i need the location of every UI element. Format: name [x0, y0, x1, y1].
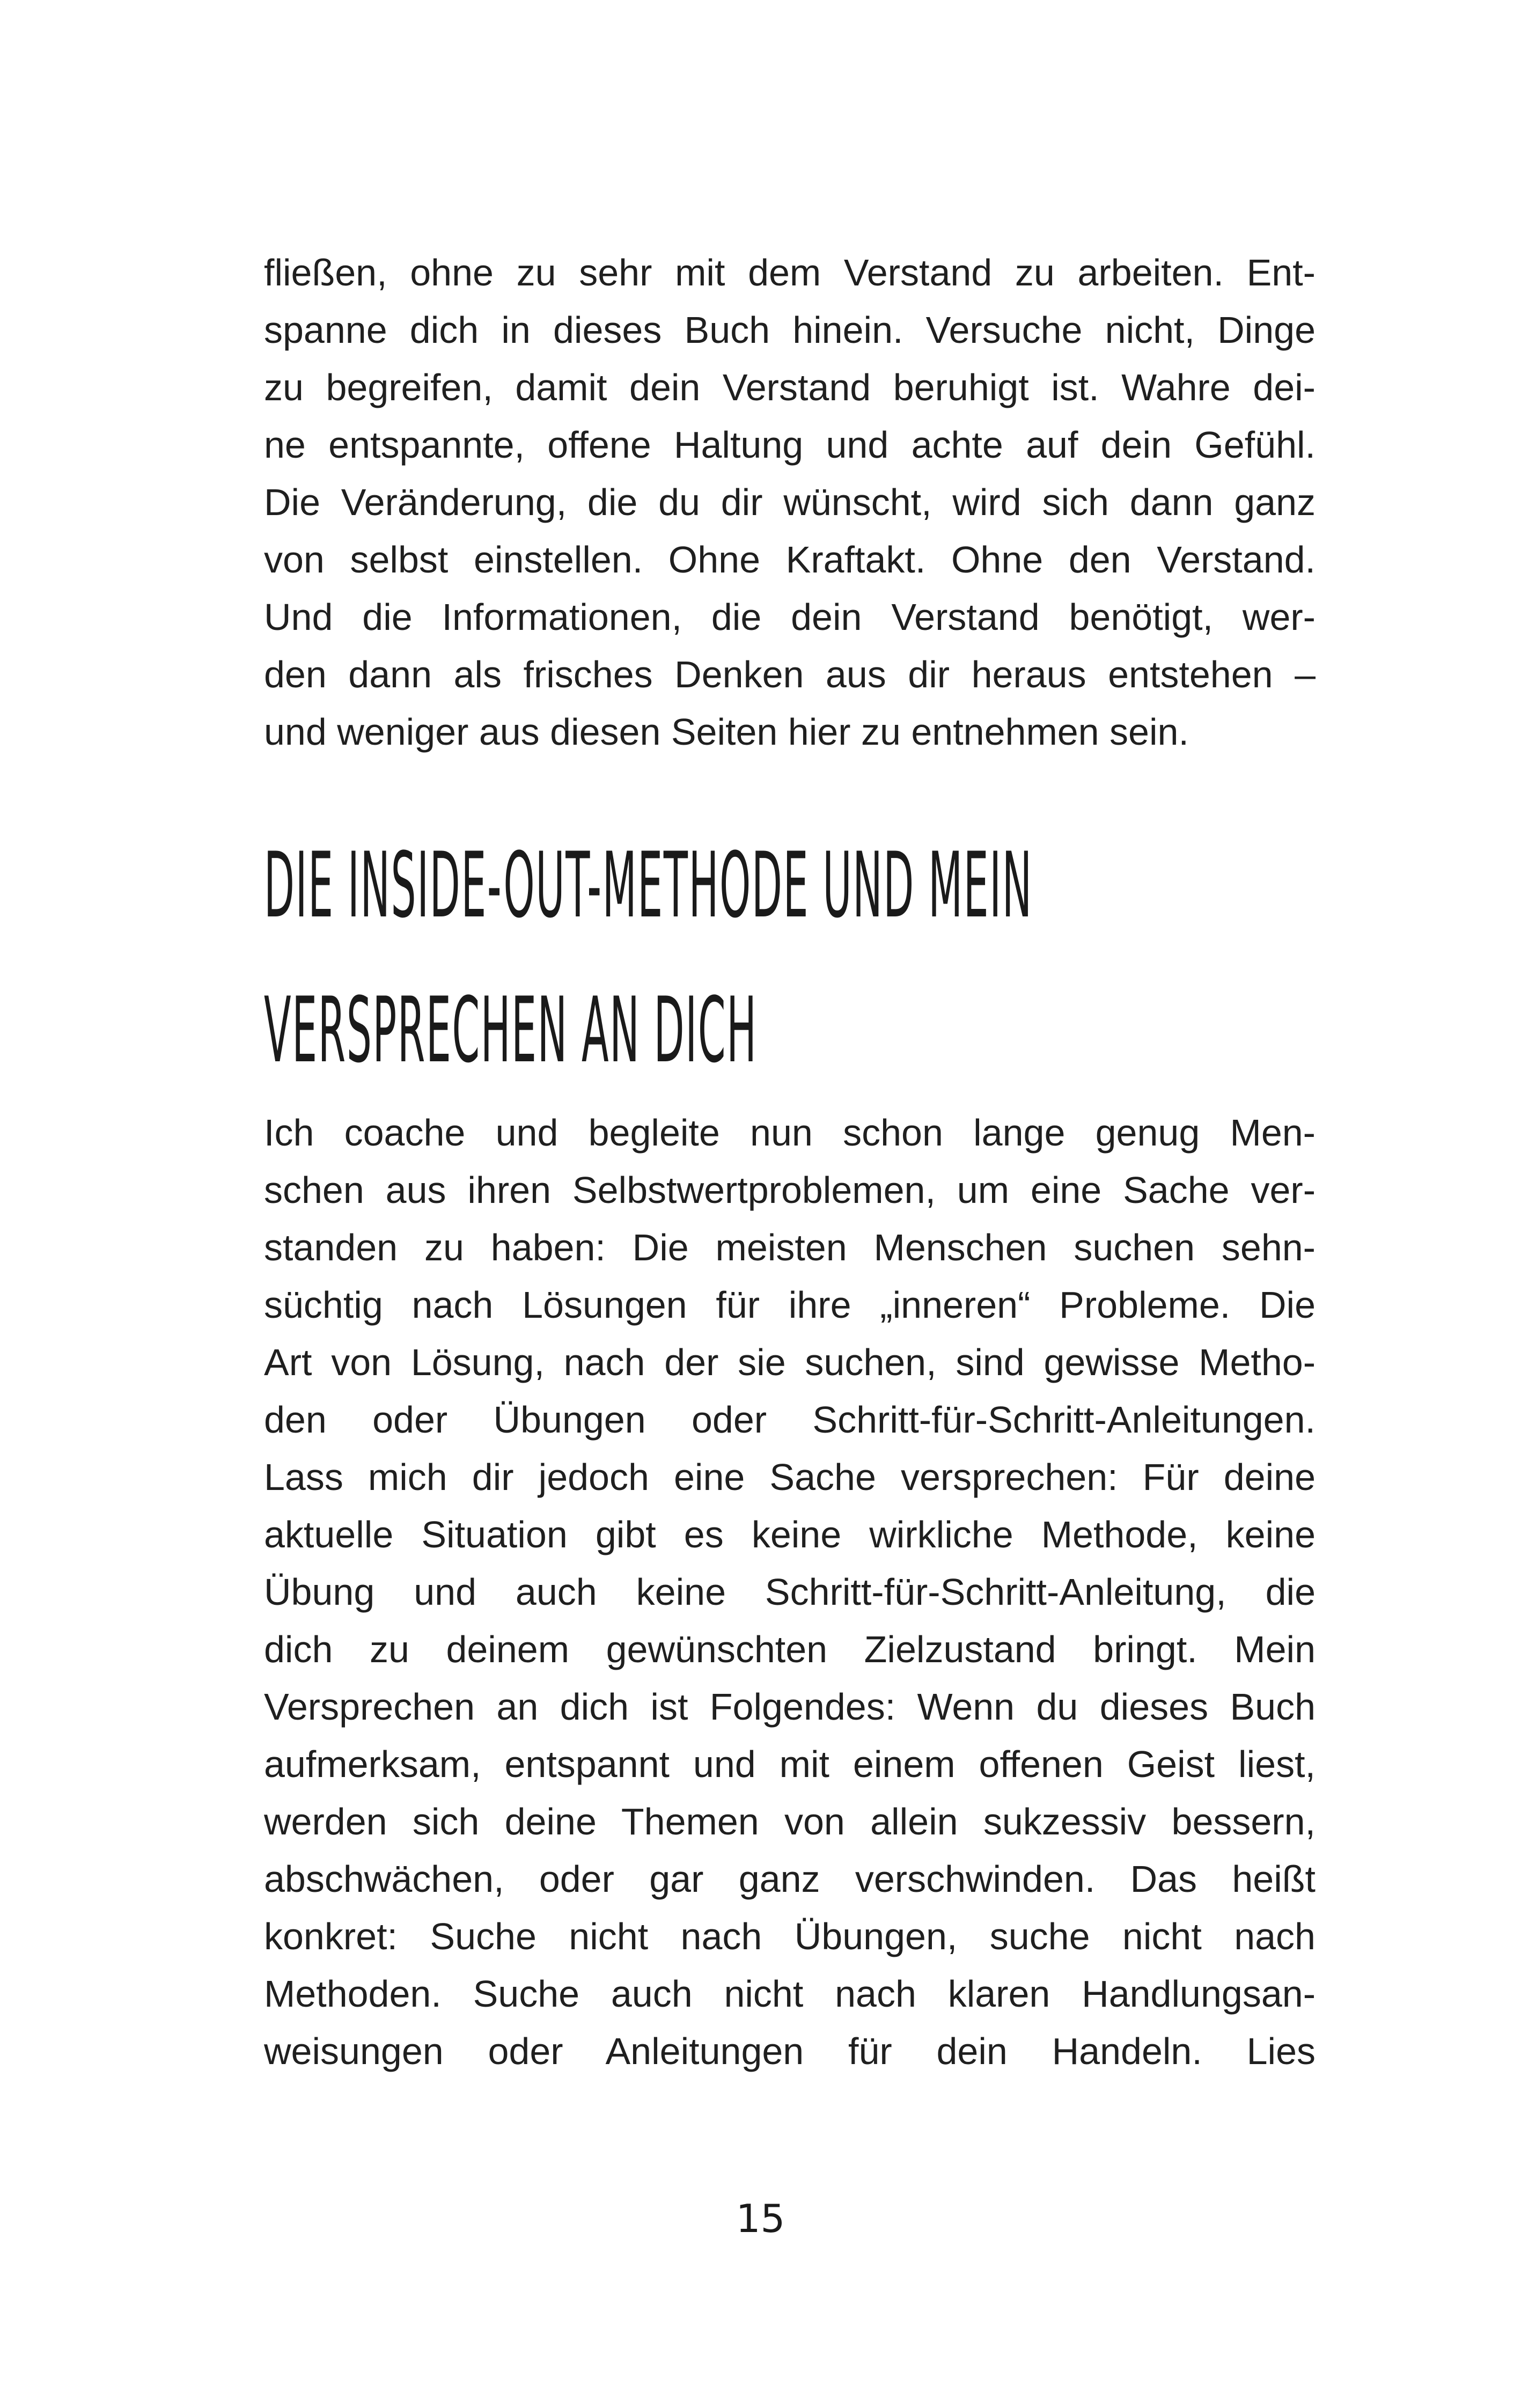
- text-line: zu begreifen, damit dein Verstand beruhigt ist. Wahre dei-: [264, 366, 1316, 408]
- text-line: weisungen oder Anleitungen für dein Handeln. Lies: [264, 2030, 1316, 2072]
- text-line: abschwächen, oder gar ganz verschwinden. Das heißt: [264, 1858, 1316, 1900]
- text-line: dich zu deinem gewünschten Zielzustand bringt. Mein: [264, 1628, 1316, 1670]
- paragraph-bottom: [264, 1104, 1316, 2080]
- text-line: von selbst einstellen. Ohne Kraftakt. Ohne den Verstand.: [264, 539, 1316, 581]
- text-line: Lass mich dir jedoch eine Sache versprechen: Für deine: [264, 1456, 1316, 1498]
- heading-line: VERSPRECHEN AN DICH: [264, 978, 758, 1083]
- text-line: Art von Lösung, nach der sie suchen, sind gewisse Metho-: [264, 1341, 1316, 1383]
- text-line: und weniger aus diesen Seiten hier zu entnehmen sein.: [264, 711, 1189, 753]
- text-line: werden sich deine Themen von allein sukzessiv bessern,: [264, 1801, 1316, 1842]
- paragraph-top: [264, 244, 1316, 761]
- text-line: standen zu haben: Die meisten Menschen suchen sehn-: [264, 1227, 1316, 1268]
- section-heading: [264, 816, 1033, 1105]
- text-line: süchtig nach Lösungen für ihre „inneren“ Probleme. Die: [264, 1284, 1316, 1326]
- heading-line: DIE INSIDE-OUT-METHODE UND MEIN: [264, 833, 1033, 938]
- text-line: Versprechen an dich ist Folgendes: Wenn du dieses Buch: [264, 1686, 1316, 1728]
- text-line: aktuelle Situation gibt es keine wirkliche Methode, keine: [264, 1514, 1316, 1555]
- text-line: schen aus ihren Selbstwertproblemen, um eine Sache ver-: [264, 1169, 1316, 1211]
- text-line: Die Veränderung, die du dir wünscht, wird sich dann ganz: [264, 481, 1316, 523]
- text-line: den oder Übungen oder Schritt-für-Schritt-Anleitungen.: [264, 1399, 1316, 1441]
- text-line: Und die Informationen, die dein Verstand benötigt, wer-: [264, 596, 1316, 638]
- text-line: aufmerksam, entspannt und mit einem offenen Geist liest,: [264, 1743, 1316, 1785]
- text-line: konkret: Suche nicht nach Übungen, suche nicht nach: [264, 1915, 1316, 1957]
- text-line: fließen, ohne zu sehr mit dem Verstand zu arbeiten. Ent-: [264, 252, 1316, 293]
- text-line: den dann als frisches Denken aus dir heraus entstehen –: [264, 654, 1316, 695]
- text-line: Übung und auch keine Schritt-für-Schritt-Anleitung, die: [264, 1571, 1316, 1613]
- text-line: Ich coache und begleite nun schon lange genug Men-: [264, 1112, 1316, 1154]
- text-line: spanne dich in dieses Buch hinein. Versuche nicht, Dinge: [264, 309, 1316, 351]
- text-line: ne entspannte, offene Haltung und achte auf dein Gefühl.: [264, 424, 1316, 466]
- text-line: Methoden. Suche auch nicht nach klaren Handlungsan-: [264, 1973, 1316, 2015]
- page-number: 15: [736, 2196, 785, 2241]
